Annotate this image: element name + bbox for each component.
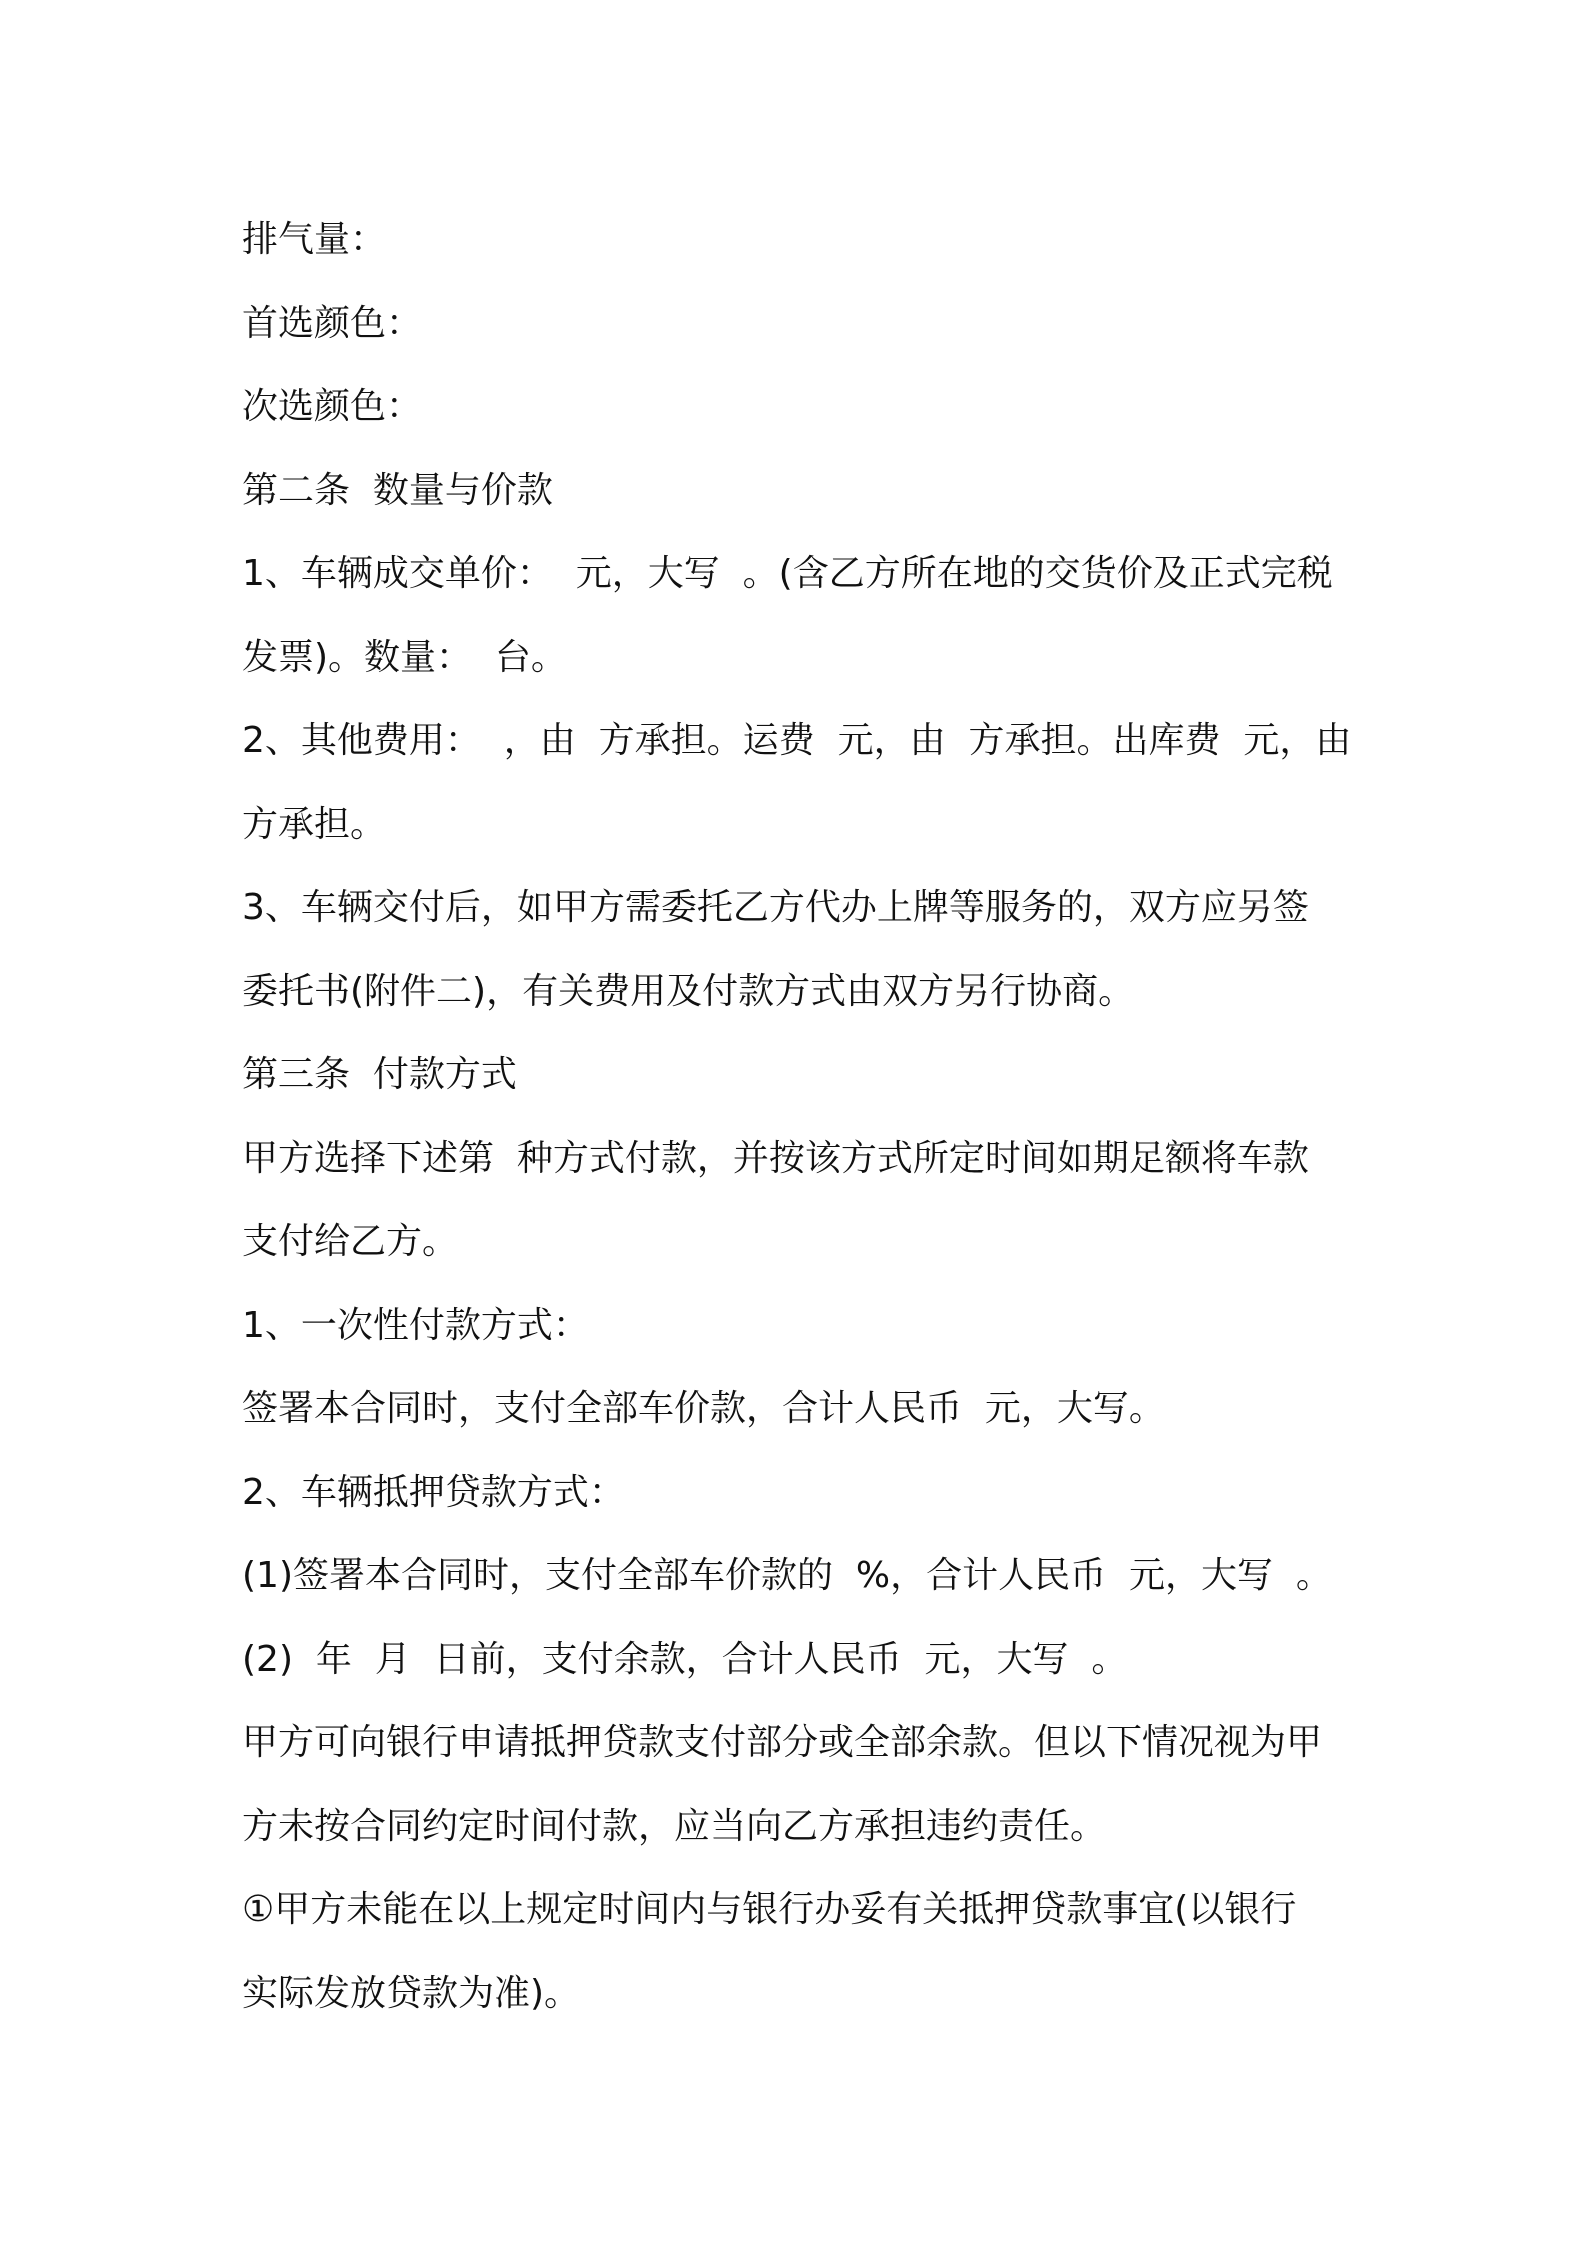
spec-primary-color-line: 首选颜色： [242, 302, 423, 344]
article-2-clause-2-line-1: 2、其他费用： ，由 方承担。运费 元，由 方承担。出库费 元，由 [242, 720, 1352, 761]
document-body [242, 198, 1362, 2035]
article-2-clause-1-line-2: 发票)。数量： 台。 [242, 636, 567, 678]
payment-option-1-text: 签署本合同时，支付全部车价款，合计人民币 元，大写。 [242, 1388, 1165, 1429]
article-3-intro-line-1: 甲方选择下述第 种方式付款，并按该方式所定时间如期足额将车款 [242, 1137, 1309, 1179]
article-3-intro-line-2: 支付给乙方。 [242, 1221, 459, 1262]
article-3-heading: 第三条 付款方式 [242, 1054, 517, 1095]
article-2-clause-3-line-1: 3、车辆交付后，如甲方需委托乙方代办上牌等服务的，双方应另签 [242, 887, 1309, 928]
spec-secondary-color-line: 次选颜色： [242, 386, 423, 427]
payment-option-1-heading: 1、一次性付款方式： [242, 1304, 589, 1346]
loan-note-line-2: 方未按合同约定时间付款，应当向乙方承担违约责任。 [242, 1805, 1107, 1847]
article-2-clause-1-line-1: 1、车辆成交单价： 元，大写 。(含乙方所在地的交货价及正式完税 [242, 553, 1333, 594]
article-2-clause-2-line-2: 方承担。 [242, 803, 387, 845]
loan-note-line-1: 甲方可向银行申请抵押贷款支付部分或全部余款。但以下情况视为甲 [242, 1722, 1323, 1763]
payment-option-2-heading: 2、车辆抵押贷款方式： [242, 1471, 625, 1513]
loan-condition-1-line-2: 实际发放贷款为准)。 [242, 1972, 581, 2014]
article-2-heading: 第二条 数量与价款 [242, 469, 553, 511]
payment-option-2-item-2: (2) 年 月 日前，支付余款，合计人民币 元，大写 。 [242, 1638, 1128, 1680]
article-2-clause-3-line-2: 委托书(附件二)，有关费用及付款方式由双方另行协商。 [242, 970, 1135, 1012]
loan-condition-1-line-1: ①甲方未能在以上规定时间内与银行办妥有关抵押贷款事宜(以银行 [242, 1889, 1297, 1930]
payment-option-2-item-1: (1)签署本合同时，支付全部车价款的 %，合计人民币 元，大写 。 [242, 1555, 1332, 1596]
spec-displacement-line: 排气量： [242, 219, 387, 260]
